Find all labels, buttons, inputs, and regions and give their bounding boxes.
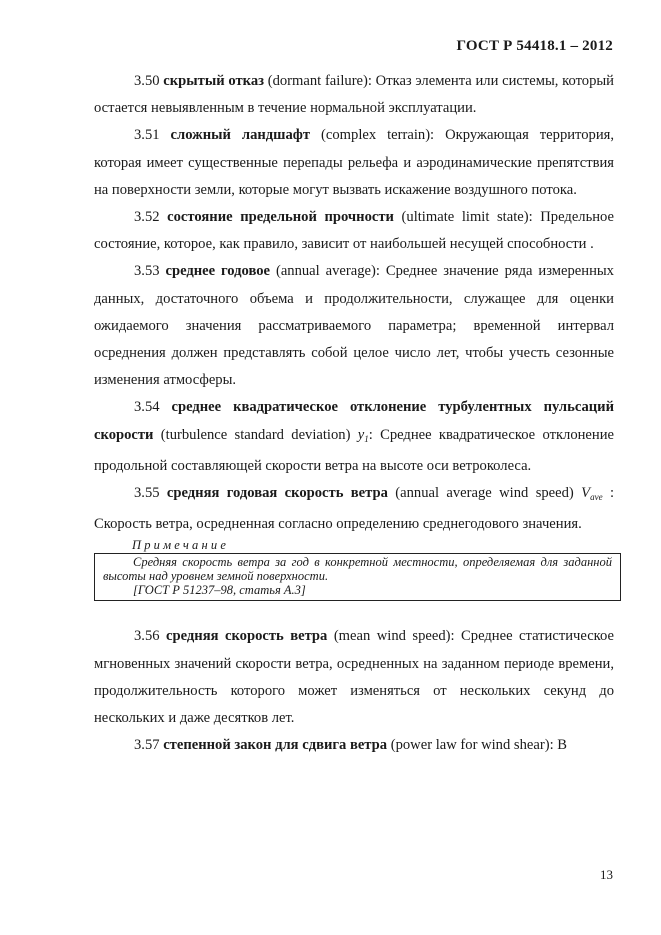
term-definition: (annual average): Среднее значение ряда измеренных данных, достаточного объема и продолжительности, служащее для оценки ожидаемого значения рассматриваемого параметра; временной интервал осреднения должен представлять собой целое число лет, чтобы учесть сезонные изменения атмосферы.	[94, 263, 614, 389]
term-symbol: V	[581, 485, 591, 502]
term-3-57	[94, 732, 614, 759]
term-title: состояние предельной прочности	[167, 209, 394, 226]
term-definition: : Скорость ветра, осредненная согласно определению среднегодового значения.	[94, 485, 615, 533]
page-number: 13	[600, 867, 613, 882]
term-3-55	[94, 480, 614, 538]
term-definition: (mean wind speed): Среднее статистическое мгновенных значений скорости ветра, осредненных на заданном периоде времени, продолжительность которого может изменяться от нескольких секунд до нескольких и даже десятков лет.	[94, 628, 614, 727]
note-text: Средняя скорость ветра за год в конкретной местности, определяемая для заданной высоты над уровнем земной поверхности.	[103, 555, 612, 584]
note-box	[94, 553, 621, 601]
term-number: 3.50	[134, 73, 160, 89]
term-title: средняя годовая скорость ветра	[166, 485, 388, 502]
note-label: Примечание	[132, 538, 230, 553]
term-title: скрытый отказ	[163, 73, 264, 89]
term-title: сложный ландшафт	[170, 127, 311, 144]
term-title: среднее годовое	[165, 263, 271, 280]
term-symbol-subscript: 1	[364, 433, 369, 444]
term-definition: (complex terrain): Окружающая территория, которая имеет существенные перепады рельефа и аэродинамические препятствия на поверхности земли, которые могут вызвать искажение воздушного потока.	[94, 127, 615, 198]
term-definition: (ultimate limit state): Предельное состояние, которое, как правило, зависит от наибольшей несущей способности .	[94, 209, 614, 253]
term-3-54	[94, 394, 614, 480]
term-definition: : Среднее квадратическое отклонение продольной составляющей скорости ветра на высоте оси ветроколеса.	[94, 426, 615, 474]
term-definition: (power law for wind shear): В	[387, 737, 568, 754]
term-definition: (dormant failure): Отказ элемента или системы, который остается невыявленным в течение нормальной эксплуатации.	[94, 73, 614, 117]
term-title: средняя скорость ветра	[166, 628, 328, 645]
document-body	[94, 68, 614, 759]
term-definition-english: (turbulence standard deviation)	[153, 426, 358, 443]
term-title: среднее квадратическое отклонение турбулентных пульсаций скорости	[94, 399, 614, 443]
term-number: 3.55	[134, 485, 160, 502]
note-reference: [ГОСТ Р 51237–98, статья А.3]	[133, 583, 306, 598]
term-3-52	[94, 204, 614, 258]
term-number: 3.57	[134, 737, 160, 754]
term-number: 3.52	[134, 209, 160, 226]
page-header-standard: ГОСТ Р 54418.1 – 2012	[456, 38, 613, 54]
term-title: степенной закон для сдвига ветра	[163, 737, 388, 754]
term-definition-english: (annual average wind speed)	[387, 485, 582, 502]
term-3-56	[94, 623, 614, 732]
term-3-51	[94, 122, 614, 204]
spacer	[94, 601, 614, 623]
term-number: 3.51	[134, 127, 160, 144]
term-3-50	[94, 68, 614, 122]
term-number: 3.53	[134, 263, 160, 280]
term-3-53	[94, 258, 614, 394]
term-number: 3.54	[134, 399, 160, 416]
term-symbol-subscript: ave	[590, 492, 603, 503]
term-symbol: y	[357, 426, 365, 443]
term-number: 3.56	[134, 628, 160, 645]
